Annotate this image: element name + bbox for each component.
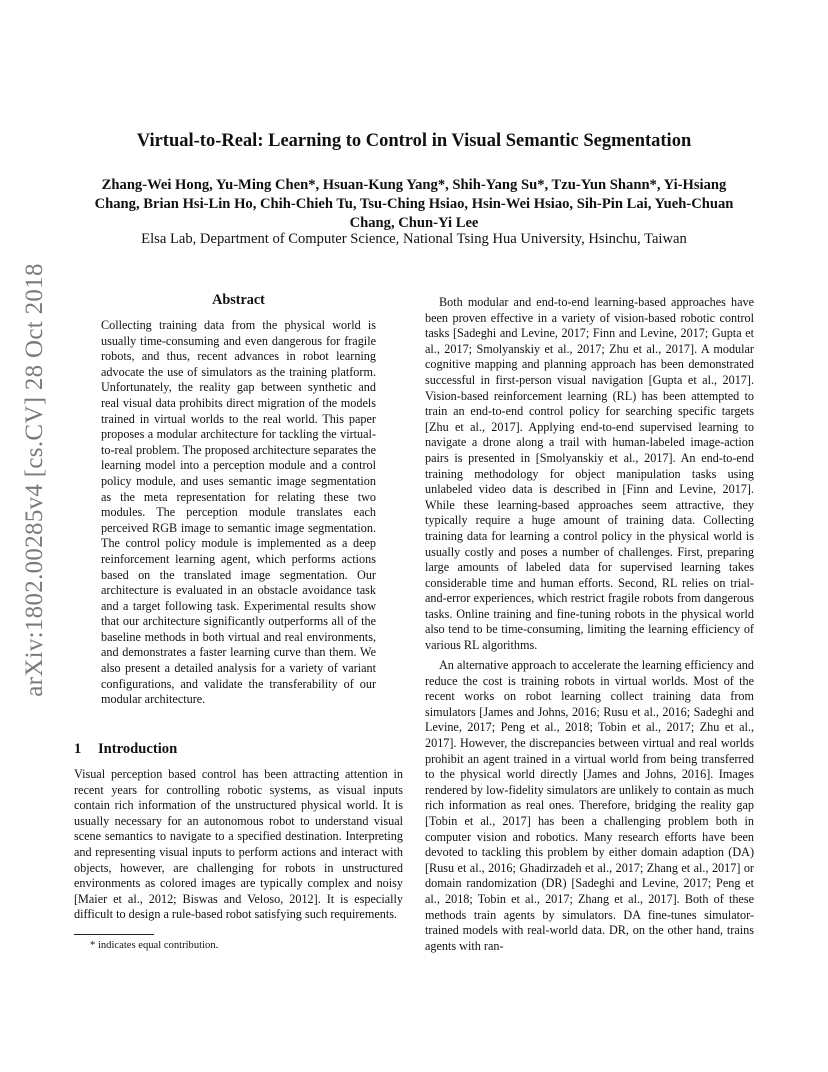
arxiv-sidebar [14,263,56,697]
section-heading-introduction [74,741,177,758]
body-paragraph-2: An alternative approach to accelerate the learning efficiency and reduce the cost is training robots in virtual worlds. Most of the recent works on robot learning collect training data from simulators [James and Johns, 2016; Rusu et al., 2016; Sadeghi and Levine, 2017; Peng et al., 2018; Tobin et al., 2017; Zhu et al., 2017]. However, the discrepancies between virtual and real worlds prohibit an agent trained in a virtual world from being transferred to the physical world directly [James and Johns, 2016]. Images rendered by low-fidelity simulators are unlikely to contain as much rich information as real ones. Therefore, bridging the reality gap [Tobin et al., 2017] has been a challenging problem both in computer vision and robotics. Many research efforts have been devoted to tackling this problem by either domain adaption (DA) [Rusu et al., 2016; Ghadirzadeh et al., 2017; Zhang et al., 2017] or domain randomization (DR) [Sadeghi and Levine, 2017; Peng et al., 2018; Tobin et al., 2017; Zhang et al., 2017]. Both of these methods train agents by simulators. DA fine-tunes simulator-trained models with real-world data. DR, on the other hand, trains agents with ran- [425,658,754,953]
author-list: Zhang-Wei Hong, Yu-Ming Chen*, Hsuan-Kung Yang*, Shih-Yang Su*, Tzu-Yun Shann*, Yi-Hsiang Chang, Brian Hsi-Lin Ho, Chih-Chieh Tu, Tsu-Ching Hsiao, Hsin-Wei Hsiao, Sih-Pin Lai, Yueh-Chuan Chang, Chun-Yi Lee [94,177,734,231]
body-paragraph-1: Both modular and end-to-end learning-based approaches have been proven effective in a variety of vision-based robotic control tasks [Sadeghi and Levine, 2017; Finn and Levine, 2017; Gupta et al., 2017; Smolyanskiy et al., 2017; Zhu et al., 2017]. A modular cognitive mapping and planning approach has been demonstrated successful in first-person visual navigation [Gupta et al., 2017]. Vision-based reinforcement learning (RL) has been attempted to train an end-to-end control policy for searching specific targets [Zhu et al., 2017]. Applying end-to-end supervised learning to navigate a drone along a trail with human-labeled image-action pairs is presented in [Smolyanskiy et al., 2017]. An end-to-end training methodology for object manipulation tasks using unlabeled video data is described in [Finn and Levine, 2017]. While these learning-based approaches seem attractive, they typically require a huge amount of training data. Collecting training data for learning a control policy in the physical world is usually costly and poses a number of challenges. First, preparing large amounts of labeled data for supervised learning takes considerable time and human efforts. Second, RL relies on trial-and-error experiences, which restrict fragile robots from dangerous tasks. Online training and fine-tuning robots in the physical world also tend to be time-consuming, limiting the learning efficiency of various RL algorithms. [425,295,754,653]
section-title: Introduction [98,741,178,757]
affiliation: Elsa Lab, Department of Computer Science, National Tsing Hua University, Hsinchu, Taiwan [141,231,687,247]
section-number: 1 [74,741,82,757]
abstract-body: Collecting training data from the physical world is usually time-consuming and even dangerous for fragile robots, and thus, recent advances in robot learning advocate the use of simulators as the training platform. Unfortunately, the reality gap between synthetic and real visual data prohibits direct migration of the models trained in virtual worlds to the real world. This paper proposes a modular architecture for tackling the virtual-to-real problem. The proposed architecture separates the learning model into a perception module and a control policy module, and uses semantic image segmentation as the meta representation for relating these two modules. The perception module translates each perceived RGB image to semantic image segmentation. The control policy module is implemented as a deep reinforcement learning agent, which performs actions based on the translated image segmentation. Our architecture is evaluated in an obstacle avoidance task and a target following task. Experimental results show that our architecture significantly outperforms all of the baseline methods in both virtual and real environments, and demonstrates a faster learning curve than them. We also present a detailed analysis for a variety of variant configurations, and validate the transferability of our modular architecture. [101,318,376,707]
footnote-divider [74,934,154,935]
abstract-heading: Abstract [212,292,265,308]
footnote: * indicates equal contribution. [90,940,219,951]
paper-title: Virtual-to-Real: Learning to Control in Visual Semantic Segmentation [136,131,692,151]
introduction-paragraph: Visual perception based control has been attracting attention in recent years for controlling robotic systems, as visual inputs contain rich information of the unstructured physical world. It is usually necessary for an autonomous robot to understand visual scene semantics to navigate to a specified destination. Interpreting and representing visual inputs to perform actions and interact with objects, however, are challenging for robots in unstructured environments as colored images are typically complex and noisy [Maier et al., 2012; Biswas and Veloso, 2012]. It is especially difficult to design a rule-based robot satisfying such requirements. [74,767,403,922]
arxiv-identifier: arXiv:1802.00285v4 [cs.CV] 28 Oct 2018 [21,263,49,697]
